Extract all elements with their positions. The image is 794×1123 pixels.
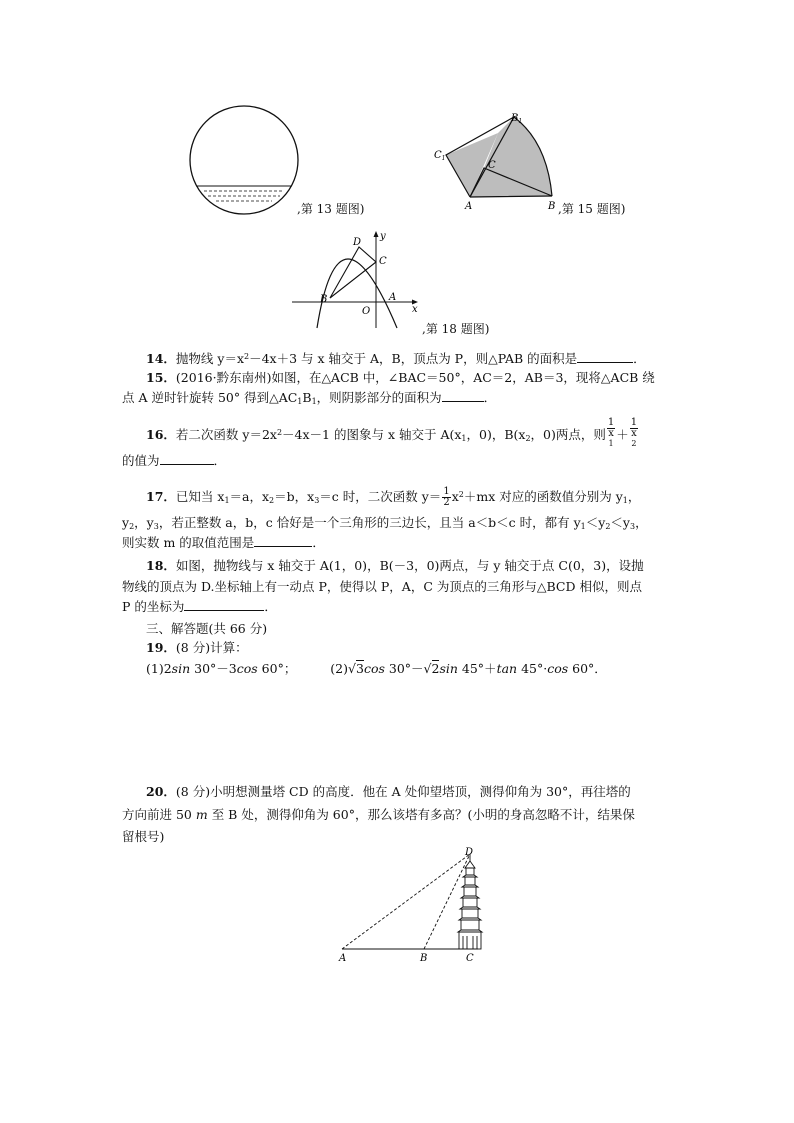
q18-number: 18． (146, 558, 176, 573)
q17-answer-blank[interactable] (254, 534, 312, 547)
q16-line2: 的值为 (122, 453, 160, 468)
q14-answer-blank[interactable] (577, 350, 633, 363)
question-20-line3: 留根号) (122, 829, 165, 844)
q15-end: ． (483, 390, 497, 405)
q18-answer-blank[interactable] (184, 598, 264, 611)
fig18-y-arrow (374, 231, 379, 237)
fig18-label-b: B (320, 294, 328, 305)
q19-number: 19． (146, 640, 176, 655)
q14-sup: 2 (244, 352, 250, 361)
fig15-caption: ,第 15 题图) (558, 202, 626, 216)
q15-line2-a: 点 A 逆时针旋转 50° 得到△AC (122, 390, 298, 405)
fig18-label-c: C (379, 256, 387, 267)
q14-number: 14． (146, 351, 176, 366)
fig18-segment-bc (330, 262, 376, 298)
fig18-label-d: D (353, 237, 362, 248)
question-20 (146, 783, 706, 801)
question-15-line2 (122, 389, 682, 411)
fig20-sight-a (342, 854, 470, 949)
q17-number: 17． (146, 489, 176, 504)
question-19-parts: (1)2sin 30°－3cos 60°； (2)√3cos 30°－√2sin 45°＋tan 45°·cos 60°． (146, 661, 607, 676)
q16-answer-blank[interactable] (160, 452, 214, 465)
fig20-label-c: C (466, 953, 474, 964)
q18-line1: 如图，抛物线与 x 轴交于 A(1，0)，B(－3，0)两点，与 y 轴交于点 C(0，3)，设抛 (175, 558, 644, 573)
figure-20 (332, 846, 492, 968)
fig13-circle (190, 106, 298, 214)
q16-text-b: －4x－1 的图象与 x 轴交于 A(x (282, 427, 462, 442)
question-14 (146, 348, 706, 368)
fig18-triangle-bdc (330, 247, 376, 298)
fig18-label-y: y (380, 231, 386, 242)
fig15-label-b: B (548, 201, 556, 212)
fig15-label-c: C (488, 160, 496, 171)
q18-end: ． (264, 599, 277, 614)
question-20-line2: 方向前进 50 m 至 B 处，测得仰角为 60°，那么该塔有多高？(小明的身高忽略不计，结果保 (122, 807, 635, 822)
question-18-line2 (122, 578, 682, 596)
section-3-title: 三、解答题(共 66 分) (146, 621, 268, 636)
q16-fraction-2: 1 x $^2$ (630, 417, 638, 448)
question-17-line3 (122, 534, 682, 552)
q14-text: 抛物线 y＝x (175, 351, 244, 366)
question-17: 17．已知当 $x_1=a$，$x_2=b$，$x_3=c$ 时，二次函数 y＝ $\frac{1}{2}$ $x^2+mx$ 对应的函数值分别为 $y_1$， (146, 486, 641, 508)
q15-sub1: 1 (297, 397, 303, 406)
question-16 (146, 418, 706, 453)
fig15-label-a: A (465, 201, 473, 212)
q17-fraction: $\frac{1}{2}$ (443, 486, 450, 508)
q15-line2-b: B (302, 390, 312, 405)
fig20-pagoda (458, 854, 482, 949)
q20-number: 20． (146, 784, 176, 799)
q14-text-b: －4x＋3 与 x 轴交于 A，B，顶点为 P，则△PAB 的面积是 (249, 351, 578, 366)
q14-end: ． (633, 351, 646, 366)
q19-intro: (8 分)计算： (175, 640, 248, 655)
q20-line1: (8 分)小明想测量塔 CD 的高度．他在 A 处仰望塔顶，测得仰角为 30°，再往塔的 (175, 784, 631, 799)
q16-text-d: ，0)两点，则 (530, 427, 606, 442)
q16-sub1: 1 (461, 434, 467, 443)
q16-number: 16． (146, 427, 176, 442)
q16-fraction-1: 1 x $^1$ (607, 417, 615, 448)
q16-sub2: 2 (525, 434, 531, 443)
question-15 (146, 369, 706, 387)
q16-text-c: ，0)，B(x (466, 427, 526, 442)
fig15-label-c1: $C_1$ (434, 150, 446, 162)
q19-sqrt2: √2 (423, 661, 440, 676)
q16-plus: ＋ (616, 427, 629, 442)
question-16-line2 (122, 452, 682, 470)
question-18-line3 (122, 598, 682, 616)
q16-sup: 2 (276, 428, 283, 437)
q15-answer-blank[interactable] (442, 389, 484, 402)
question-17-line2: $y_2$，$y_3$，若正整数 a，b，c 恰好是一个三角形的三边长，且当 a＜b＜c 时，都有 $y_1<y_2<y_3$， (122, 515, 648, 531)
figure-13 (186, 102, 302, 218)
fig18-parabola (317, 259, 397, 328)
q18-line2: 物线的顶点为 D.坐标轴上有一动点 P，使得以 P，A，C 为顶点的三角形与△BCD 相似，则点 (122, 579, 642, 594)
q16-end: ． (213, 453, 227, 468)
question-19 (146, 639, 706, 657)
fig15-label-b1: $B_1$ (511, 113, 523, 125)
question-18 (146, 557, 706, 575)
figure-15 (430, 108, 565, 213)
figure-18 (290, 228, 422, 333)
fig20-label-d: D (465, 847, 474, 858)
q17-line3: 则实数 m 的取值范围是 (122, 535, 255, 550)
q15-line2-c: ，则阴影部分的面积为 (316, 390, 442, 405)
fig20-label-a: A (339, 953, 347, 964)
q15-number: 15． (146, 370, 176, 385)
fig18-label-o: O (362, 306, 371, 317)
q15-line1: (2016·黔东南州)如图，在△ACB 中，∠BAC＝50°，AC＝2，AB＝3，现将△ACB 绕 (175, 370, 655, 385)
fig18-caption: ,第 18 题图) (422, 322, 490, 336)
fig18-label-x: x (412, 304, 418, 315)
q18-line3: P 的坐标为 (122, 599, 185, 614)
fig13-caption: ,第 13 题图) (297, 202, 365, 216)
fig18-label-a: A (389, 292, 397, 303)
q16-text-a: 若二次函数 y＝2x (175, 427, 277, 442)
q19-sqrt3: √3 (348, 661, 364, 676)
q15-sub2: 1 (311, 397, 317, 406)
q17-end: ． (312, 535, 325, 550)
fig20-label-b: B (420, 953, 428, 964)
